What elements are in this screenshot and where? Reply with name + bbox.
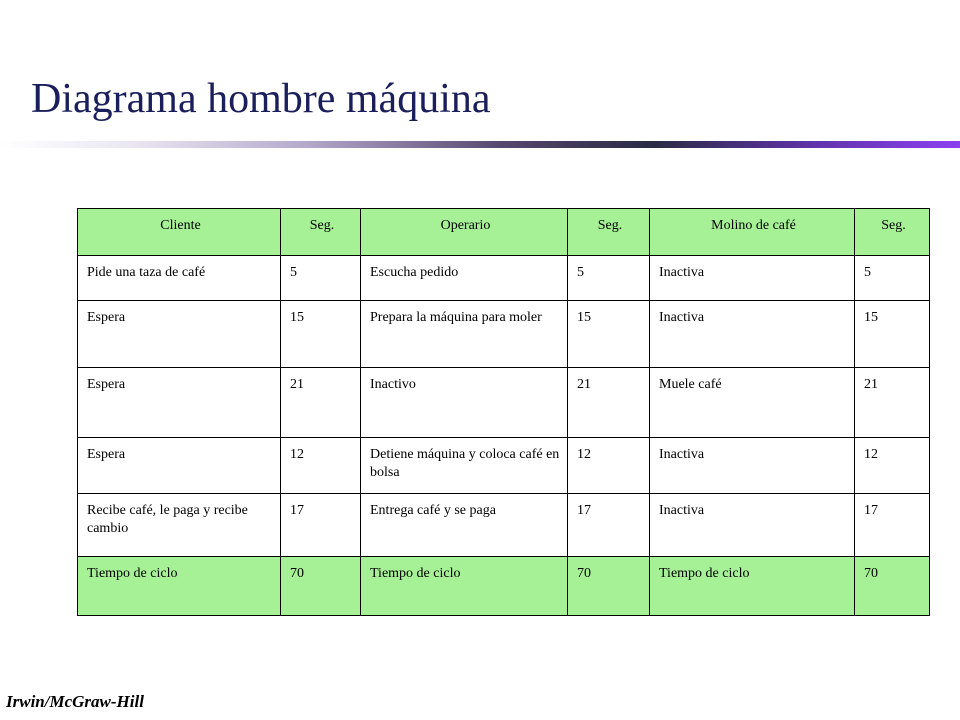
header-seg-molino: Seg.: [855, 209, 930, 256]
cell-molino: Inactiva: [650, 438, 855, 494]
cell-operario: Inactivo: [361, 368, 568, 438]
cell-cliente: Pide una taza de café: [78, 256, 281, 301]
cell-total-value: 70: [855, 557, 930, 616]
cell-cliente: Espera: [78, 438, 281, 494]
header-operario: Operario: [361, 209, 568, 256]
table-row: [78, 368, 930, 438]
table-total-row: [78, 557, 930, 616]
cell-seg: 21: [568, 368, 650, 438]
title-divider: [0, 141, 960, 148]
cell-seg: 15: [855, 301, 930, 368]
cell-total-value: 70: [568, 557, 650, 616]
cell-seg: 12: [568, 438, 650, 494]
man-machine-table: [77, 208, 930, 616]
cell-molino: Muele café: [650, 368, 855, 438]
header-molino: Molino de café: [650, 209, 855, 256]
cell-seg: 15: [568, 301, 650, 368]
cell-operario: Detiene máquina y coloca café en bolsa: [361, 438, 568, 494]
cell-seg: 21: [855, 368, 930, 438]
cell-molino: Inactiva: [650, 256, 855, 301]
cell-seg: 5: [855, 256, 930, 301]
table-row: [78, 438, 930, 494]
table-row: [78, 494, 930, 557]
cell-seg: 5: [281, 256, 361, 301]
cell-total-value: 70: [281, 557, 361, 616]
cell-operario: Prepara la máquina para moler: [361, 301, 568, 368]
cell-seg: 5: [568, 256, 650, 301]
cell-operario: Entrega café y se paga: [361, 494, 568, 557]
cell-seg: 17: [568, 494, 650, 557]
slide-title: Diagrama hombre máquina: [31, 76, 491, 122]
cell-seg: 12: [281, 438, 361, 494]
cell-cliente: Recibe café, le paga y recibe cambio: [78, 494, 281, 557]
table-row: [78, 256, 930, 301]
cell-seg: 17: [281, 494, 361, 557]
cell-molino: Inactiva: [650, 494, 855, 557]
header-cliente: Cliente: [78, 209, 281, 256]
cell-total-label: Tiempo de ciclo: [361, 557, 568, 616]
cell-cliente: Espera: [78, 301, 281, 368]
cell-seg: 21: [281, 368, 361, 438]
cell-operario: Escucha pedido: [361, 256, 568, 301]
publisher-footer: Irwin/McGraw-Hill: [6, 692, 144, 711]
cell-cliente: Espera: [78, 368, 281, 438]
cell-total-label: Tiempo de ciclo: [650, 557, 855, 616]
header-seg-cliente: Seg.: [281, 209, 361, 256]
cell-molino: Inactiva: [650, 301, 855, 368]
header-seg-operario: Seg.: [568, 209, 650, 256]
cell-seg: 12: [855, 438, 930, 494]
table-header-row: [78, 209, 930, 256]
cell-total-label: Tiempo de ciclo: [78, 557, 281, 616]
cell-seg: 15: [281, 301, 361, 368]
table-row: [78, 301, 930, 368]
cell-seg: 17: [855, 494, 930, 557]
